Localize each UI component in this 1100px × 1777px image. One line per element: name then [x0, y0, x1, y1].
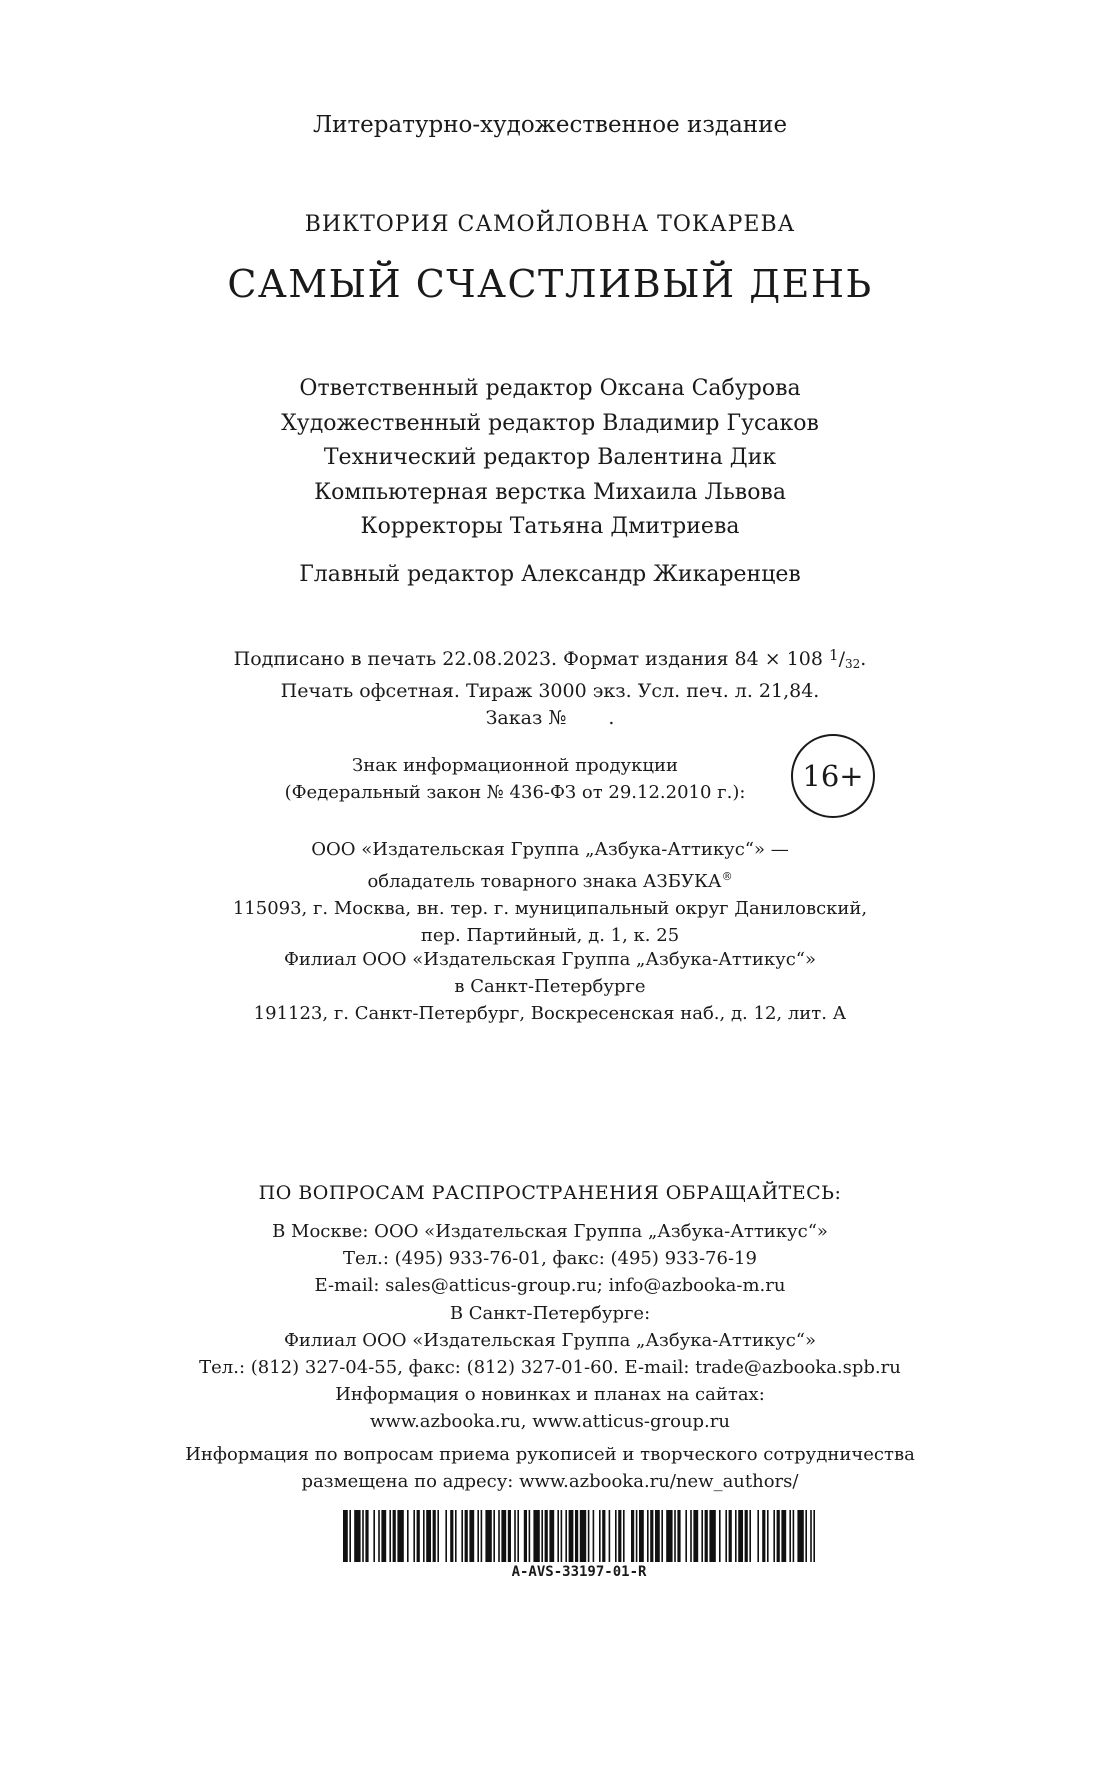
- chief-editor: Главный редактор Александр Жикаренцев: [299, 562, 801, 587]
- barcode-bar: [575, 1510, 578, 1562]
- barcode-bar: [797, 1510, 803, 1562]
- barcode-bar: [437, 1510, 439, 1562]
- barcode-bar: [389, 1510, 391, 1562]
- barcode-bar: [557, 1510, 559, 1562]
- barcode-bar: [365, 1510, 368, 1562]
- barcode-bar: [636, 1510, 638, 1562]
- barcode-bar: [793, 1510, 795, 1562]
- barcode-bar: [393, 1510, 396, 1562]
- barcode-bar: [805, 1510, 807, 1562]
- barcode-bar: [580, 1510, 586, 1562]
- barcode-bar: [639, 1510, 644, 1562]
- barcode-bar: [666, 1510, 672, 1562]
- staff-line: Корректоры Татьяна Дмитриева: [360, 514, 740, 539]
- distribution-sites: Информация о новинках и планах на сайтах: www.azbooka.ru, www.atticus-group.ru: [335, 1384, 765, 1432]
- barcode-bar: [465, 1510, 468, 1562]
- barcode-bar: [650, 1510, 653, 1562]
- barcode-bar: [445, 1510, 447, 1562]
- staff-line: Художественный редактор Владимир Гусаков: [281, 410, 819, 436]
- barcode-icon: [343, 1510, 815, 1562]
- barcode-bar: [423, 1510, 425, 1562]
- barcode-bar: [631, 1510, 634, 1562]
- barcode-bar: [517, 1510, 519, 1562]
- author-name: ВИКТОРИЯ САМОЙЛОВНА ТОКАРЕВА: [304, 212, 796, 237]
- barcode-bar: [719, 1510, 721, 1562]
- barcode-bar: [501, 1510, 506, 1562]
- registered-mark-icon: ®: [721, 870, 733, 883]
- barcode-bar: [498, 1510, 500, 1562]
- barcode-bar: [757, 1510, 759, 1562]
- barcode-bar: [677, 1510, 680, 1562]
- barcode-bar: [485, 1510, 491, 1562]
- staff-line: Технический редактор Валентина Дик: [323, 445, 777, 470]
- barcode-bar: [545, 1510, 548, 1562]
- barcode-bar: [549, 1510, 554, 1562]
- barcode-bar: [426, 1510, 431, 1562]
- barcode-bar: [541, 1510, 543, 1562]
- barcode-bar: [773, 1510, 775, 1562]
- publisher-info: ООО «Издательская Группа „Азбука-Аттикус“» — обладатель товарного знака АЗБУКА® 115093, г. Москва, вн. тер. г. муниципальный округ Даниловский, пер. Партийный, д. 1, к. 25: [232, 839, 868, 946]
- barcode-bar: [493, 1510, 495, 1562]
- barcode-bar: [569, 1510, 574, 1562]
- barcode-bar: [674, 1510, 676, 1562]
- barcode-bar: [690, 1510, 692, 1562]
- book-title: САМЫЙ СЧАСТЛИВЫЙ ДЕНЬ: [227, 262, 873, 306]
- barcode-bar: [705, 1510, 708, 1562]
- distribution-spb: В Санкт-Петербурге: Филиал ООО «Издательская Группа „Азбука-Аттикус“» Тел.: (812) 327-04-55, факс: (812) 327-01-60. E-mail: trade@azbooka.spb.ru: [199, 1303, 901, 1378]
- barcode-bar: [561, 1510, 563, 1562]
- barcode-bar: [729, 1510, 732, 1562]
- barcode-bar: [701, 1510, 703, 1562]
- barcode-bar: [693, 1510, 698, 1562]
- barcode-bar: [777, 1510, 780, 1562]
- barcode-bar: [433, 1510, 436, 1562]
- barcode-bar: [655, 1510, 660, 1562]
- barcode-bar: [481, 1510, 483, 1562]
- barcode-bar: [565, 1510, 567, 1562]
- barcode-bar: [618, 1510, 621, 1562]
- barcode-bar: [524, 1510, 527, 1562]
- barcode-bar: [762, 1510, 765, 1562]
- barcode-bar: [647, 1510, 649, 1562]
- print-info: [0, 642, 1100, 732]
- barcode-bar: [685, 1510, 687, 1562]
- distribution-moscow: В Москве: ООО «Издательская Группа „Азбука-Аттикус“» Тел.: (495) 933-76-01, факс: (495) 933-76-19 E-mail: sales@atticus-group.ru; info@azbooka-m.ru: [272, 1221, 828, 1296]
- barcode-bar: [477, 1510, 479, 1562]
- barcode-bar: [397, 1510, 403, 1562]
- barcode-bar: [407, 1510, 409, 1562]
- barcode-bar: [810, 1510, 812, 1562]
- barcode-bar: [354, 1510, 360, 1562]
- barcode-bar: [623, 1510, 625, 1562]
- age-rating-badge: 16+: [791, 734, 875, 818]
- manuscripts-info: Информация по вопросам приема рукописей и творческого сотрудничества размещена по адресу: www.azbooka.ru/new_authors/: [185, 1444, 915, 1492]
- barcode-bar: [381, 1510, 386, 1562]
- staff-list: [0, 372, 1100, 545]
- barcode-bar: [813, 1510, 815, 1562]
- barcode-bar: [469, 1510, 474, 1562]
- barcode-bar: [417, 1510, 420, 1562]
- barcode-bar: [514, 1510, 516, 1562]
- distribution-heading: ПО ВОПРОСАМ РАСПРОСТРАНЕНИЯ ОБРАЩАЙТЕСЬ:: [258, 1182, 842, 1204]
- print-line-1: Подписано в печать 22.08.2023. Формат издания 84 × 108 $^1/_{32}$.: [233, 646, 867, 671]
- barcode-bar: [529, 1510, 531, 1562]
- barcode-bar: [602, 1510, 605, 1562]
- barcode-bar: [343, 1510, 348, 1562]
- branch-info: Филиал ООО «Издательская Группа „Азбука-Аттикус“» в Санкт-Петербурге 191123, г. Санкт-Петербург, Воскресенская наб., д. 12, лит. А: [253, 949, 847, 1024]
- barcode-bar: [725, 1510, 727, 1562]
- barcode-bar: [781, 1510, 786, 1562]
- barcode-bar: [738, 1510, 743, 1562]
- barcode-bar: [661, 1510, 663, 1562]
- barcode-bar: [455, 1510, 457, 1562]
- barcode-bar: [461, 1510, 463, 1562]
- barcode-bar: [362, 1510, 364, 1562]
- staff-line: Ответственный редактор Оксана Сабурова: [299, 376, 801, 401]
- barcode-bar: [735, 1510, 737, 1562]
- barcode-bar: [413, 1510, 415, 1562]
- barcode-bar: [599, 1510, 601, 1562]
- barcode-bar: [588, 1510, 590, 1562]
- barcode-text: A-AVS-33197-01-R: [511, 1564, 647, 1580]
- edition-type: Литературно-художественное издание: [312, 112, 788, 138]
- staff-line: Компьютерная верстка Михаила Львова: [314, 479, 786, 505]
- barcode-bar: [789, 1510, 791, 1562]
- barcode-bar: [508, 1510, 511, 1562]
- print-line-2: Печать офсетная. Тираж 3000 экз. Усл. печ. л. 21,84.: [280, 680, 820, 702]
- barcode-bar: [378, 1510, 380, 1562]
- barcode-bar: [615, 1510, 617, 1562]
- barcode-bar: [593, 1510, 595, 1562]
- barcode-bar: [709, 1510, 715, 1562]
- order-line: Заказ № .: [485, 707, 615, 729]
- barcode-bar: [749, 1510, 751, 1562]
- barcode-bar: [767, 1510, 769, 1562]
- barcode-bar: [373, 1510, 375, 1562]
- barcode-bar: [349, 1510, 351, 1562]
- barcode-bar: [609, 1510, 611, 1562]
- barcode-bar: [450, 1510, 453, 1562]
- barcode-bar: [745, 1510, 748, 1562]
- barcode-bar: [533, 1510, 539, 1562]
- rating-note: Знак информационной продукции (Федеральный закон № 436-ФЗ от 29.12.2010 г.):: [284, 755, 746, 803]
